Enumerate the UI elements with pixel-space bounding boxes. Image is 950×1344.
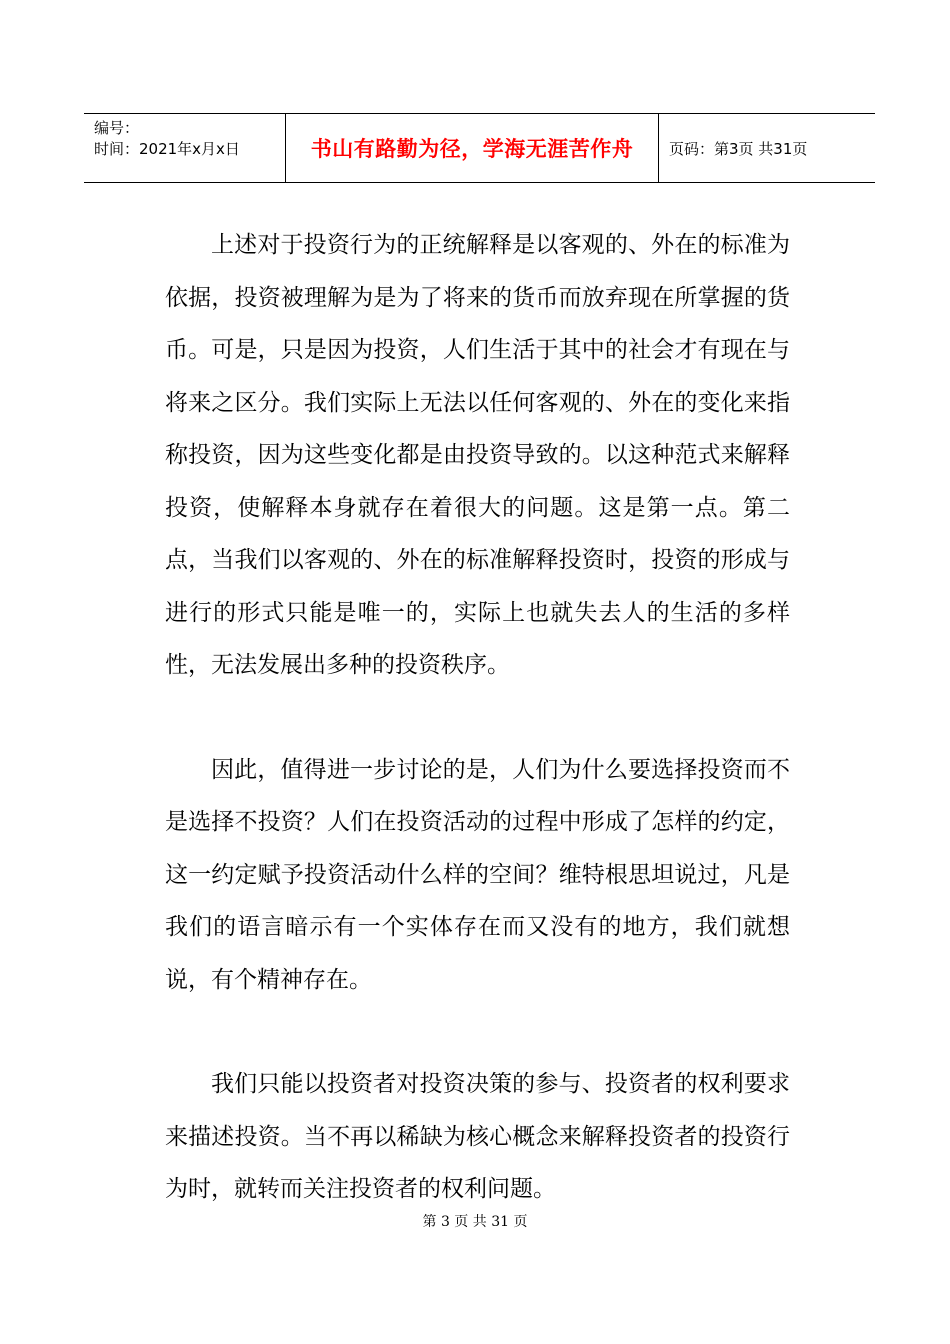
header-meta-cell — [84, 114, 286, 182]
time-label: 时间：2021年x月x日 — [94, 140, 240, 158]
motto-text: 书山有路勤为径，学海无涯苦作舟 — [310, 137, 634, 161]
header-table — [84, 113, 875, 183]
number-label: 编号： — [94, 119, 140, 137]
header-page-cell — [659, 114, 875, 182]
document-body — [165, 219, 790, 1216]
page-info: 页码：第3页 共31页 — [669, 139, 808, 158]
paragraph-2: 因此，值得进一步讨论的是，人们为什么要选择投资而不是选择不投资？人们在投资活动的过程中形成了怎样的约定，这一约定赋予投资活动什么样的空间？维特根思坦说过，凡是我们的语言暗示有一个实体存在而又没有的地方，我们就想说，有个精神存在。 — [165, 756, 790, 993]
paragraph-3: 我们只能以投资者对投资决策的参与、投资者的权利要求来描述投资。当不再以稀缺为核心概念来解释投资者的投资行为时，就转而关注投资者的权利问题。 — [165, 1071, 790, 1202]
footer-page-number: 第 3 页 共 31 页 — [422, 1214, 528, 1230]
paragraph-1: 上述对于投资行为的正统解释是以客观的、外在的标准为依据，投资被理解为是为了将来的货币而放弃现在所掌握的货币。可是，只是因为投资，人们生活于其中的社会才有现在与将来之区分。我们实际上无法以任何客观的、外在的变化来指称投资，因为这些变化都是由投资导致的。以这种范式来解释投资，使解释本身就存在着很大的问题。这是第一点。第二点，当我们以客观的、外在的标准解释投资时，投资的形成与进行的形式只能是唯一的，实际上也就失去人的生活的多样性，无法发展出多种的投资秩序。 — [165, 232, 790, 678]
header-motto-cell — [286, 114, 659, 182]
page-footer — [0, 1211, 950, 1231]
